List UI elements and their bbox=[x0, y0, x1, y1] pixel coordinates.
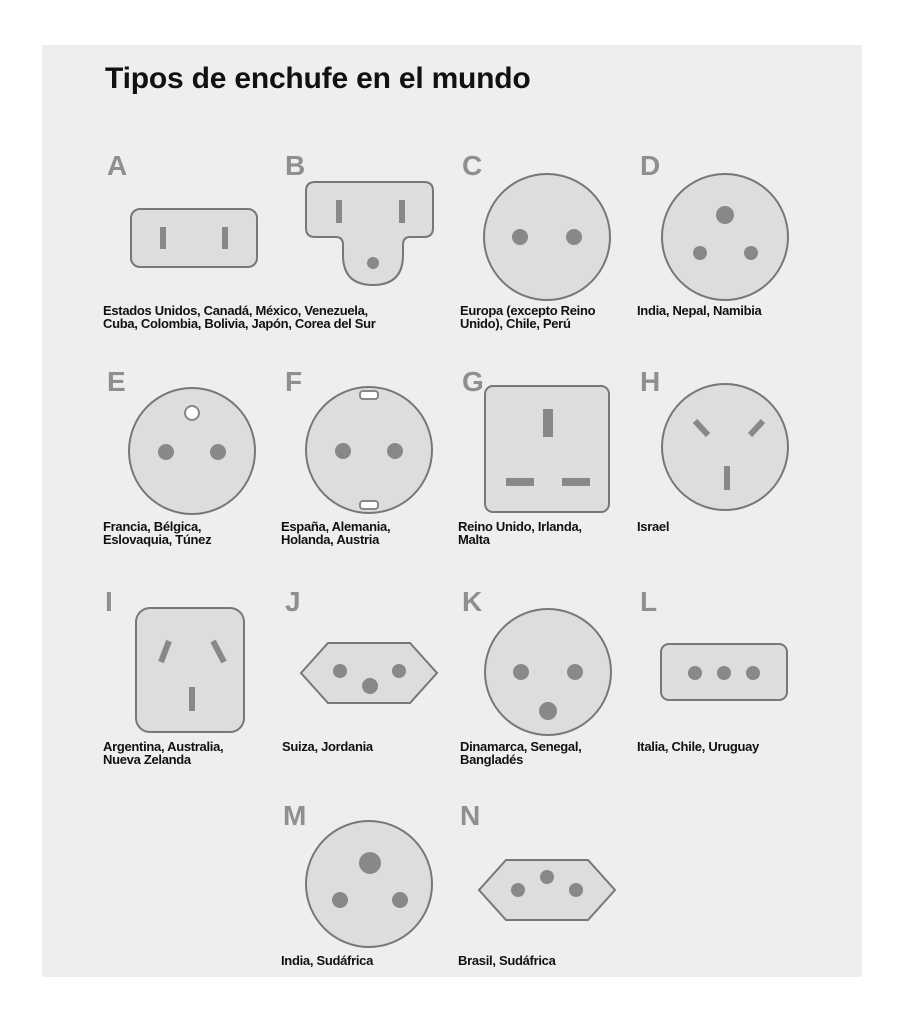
plug-letter-c: C bbox=[462, 150, 483, 181]
caption-g: Reino Unido, Irlanda, Malta bbox=[458, 519, 582, 547]
plug-letter-n: N bbox=[460, 800, 481, 831]
plug-d-icon bbox=[661, 173, 791, 303]
caption-n: Brasil, Sudáfrica bbox=[458, 953, 556, 968]
caption-d: India, Nepal, Namibia bbox=[637, 303, 762, 318]
page-title: Tipos de enchufe en el mundo bbox=[105, 62, 531, 95]
plug-letter-b: B bbox=[285, 150, 306, 181]
plug-letter-g: G bbox=[462, 366, 484, 397]
plug-letter-a: A bbox=[107, 150, 128, 181]
plug-j-icon bbox=[300, 641, 440, 707]
plug-letter-i: I bbox=[105, 586, 113, 617]
plug-letter-k: K bbox=[462, 586, 483, 617]
plug-letter-j: J bbox=[285, 586, 301, 617]
plug-i-icon bbox=[135, 607, 247, 735]
plug-letter-m: M bbox=[283, 800, 307, 831]
caption-a: Estados Unidos, Canadá, México, Venezuela, Cuba, Colombia, Bolivia, Japón, Corea del Sur bbox=[103, 303, 376, 331]
caption-c: Europa (excepto Reino Unido), Chile, Perú bbox=[460, 303, 596, 331]
plug-b-icon bbox=[305, 181, 437, 287]
caption-j: Suiza, Jordania bbox=[282, 739, 373, 754]
plug-f-icon bbox=[305, 385, 435, 515]
plug-n-icon bbox=[478, 858, 618, 924]
plug-letter-f: F bbox=[285, 366, 303, 397]
plug-letter-h: H bbox=[640, 366, 661, 397]
caption-i: Argentina, Australia, Nueva Zelanda bbox=[103, 739, 224, 767]
plug-h-icon bbox=[661, 383, 791, 513]
caption-m: India, Sudáfrica bbox=[281, 953, 374, 968]
plug-letter-d: D bbox=[640, 150, 661, 181]
plug-c-icon bbox=[483, 173, 613, 303]
plug-letter-e: E bbox=[107, 366, 126, 397]
caption-f: España, Alemania, Holanda, Austria bbox=[281, 519, 391, 547]
caption-e: Francia, Bélgica, Eslovaquia, Túnez bbox=[103, 519, 212, 547]
plug-k-icon bbox=[484, 608, 614, 738]
caption-l: Italia, Chile, Uruguay bbox=[637, 739, 759, 754]
plug-letter-l: L bbox=[640, 586, 658, 617]
plug-g-icon bbox=[484, 385, 612, 515]
caption-h: Israel bbox=[637, 519, 670, 534]
caption-k: Dinamarca, Senegal, Bangladés bbox=[460, 739, 582, 767]
plug-a-icon bbox=[130, 208, 260, 270]
plug-m-icon bbox=[305, 820, 435, 950]
plug-e-icon bbox=[128, 387, 258, 517]
plug-l-icon bbox=[660, 643, 790, 703]
